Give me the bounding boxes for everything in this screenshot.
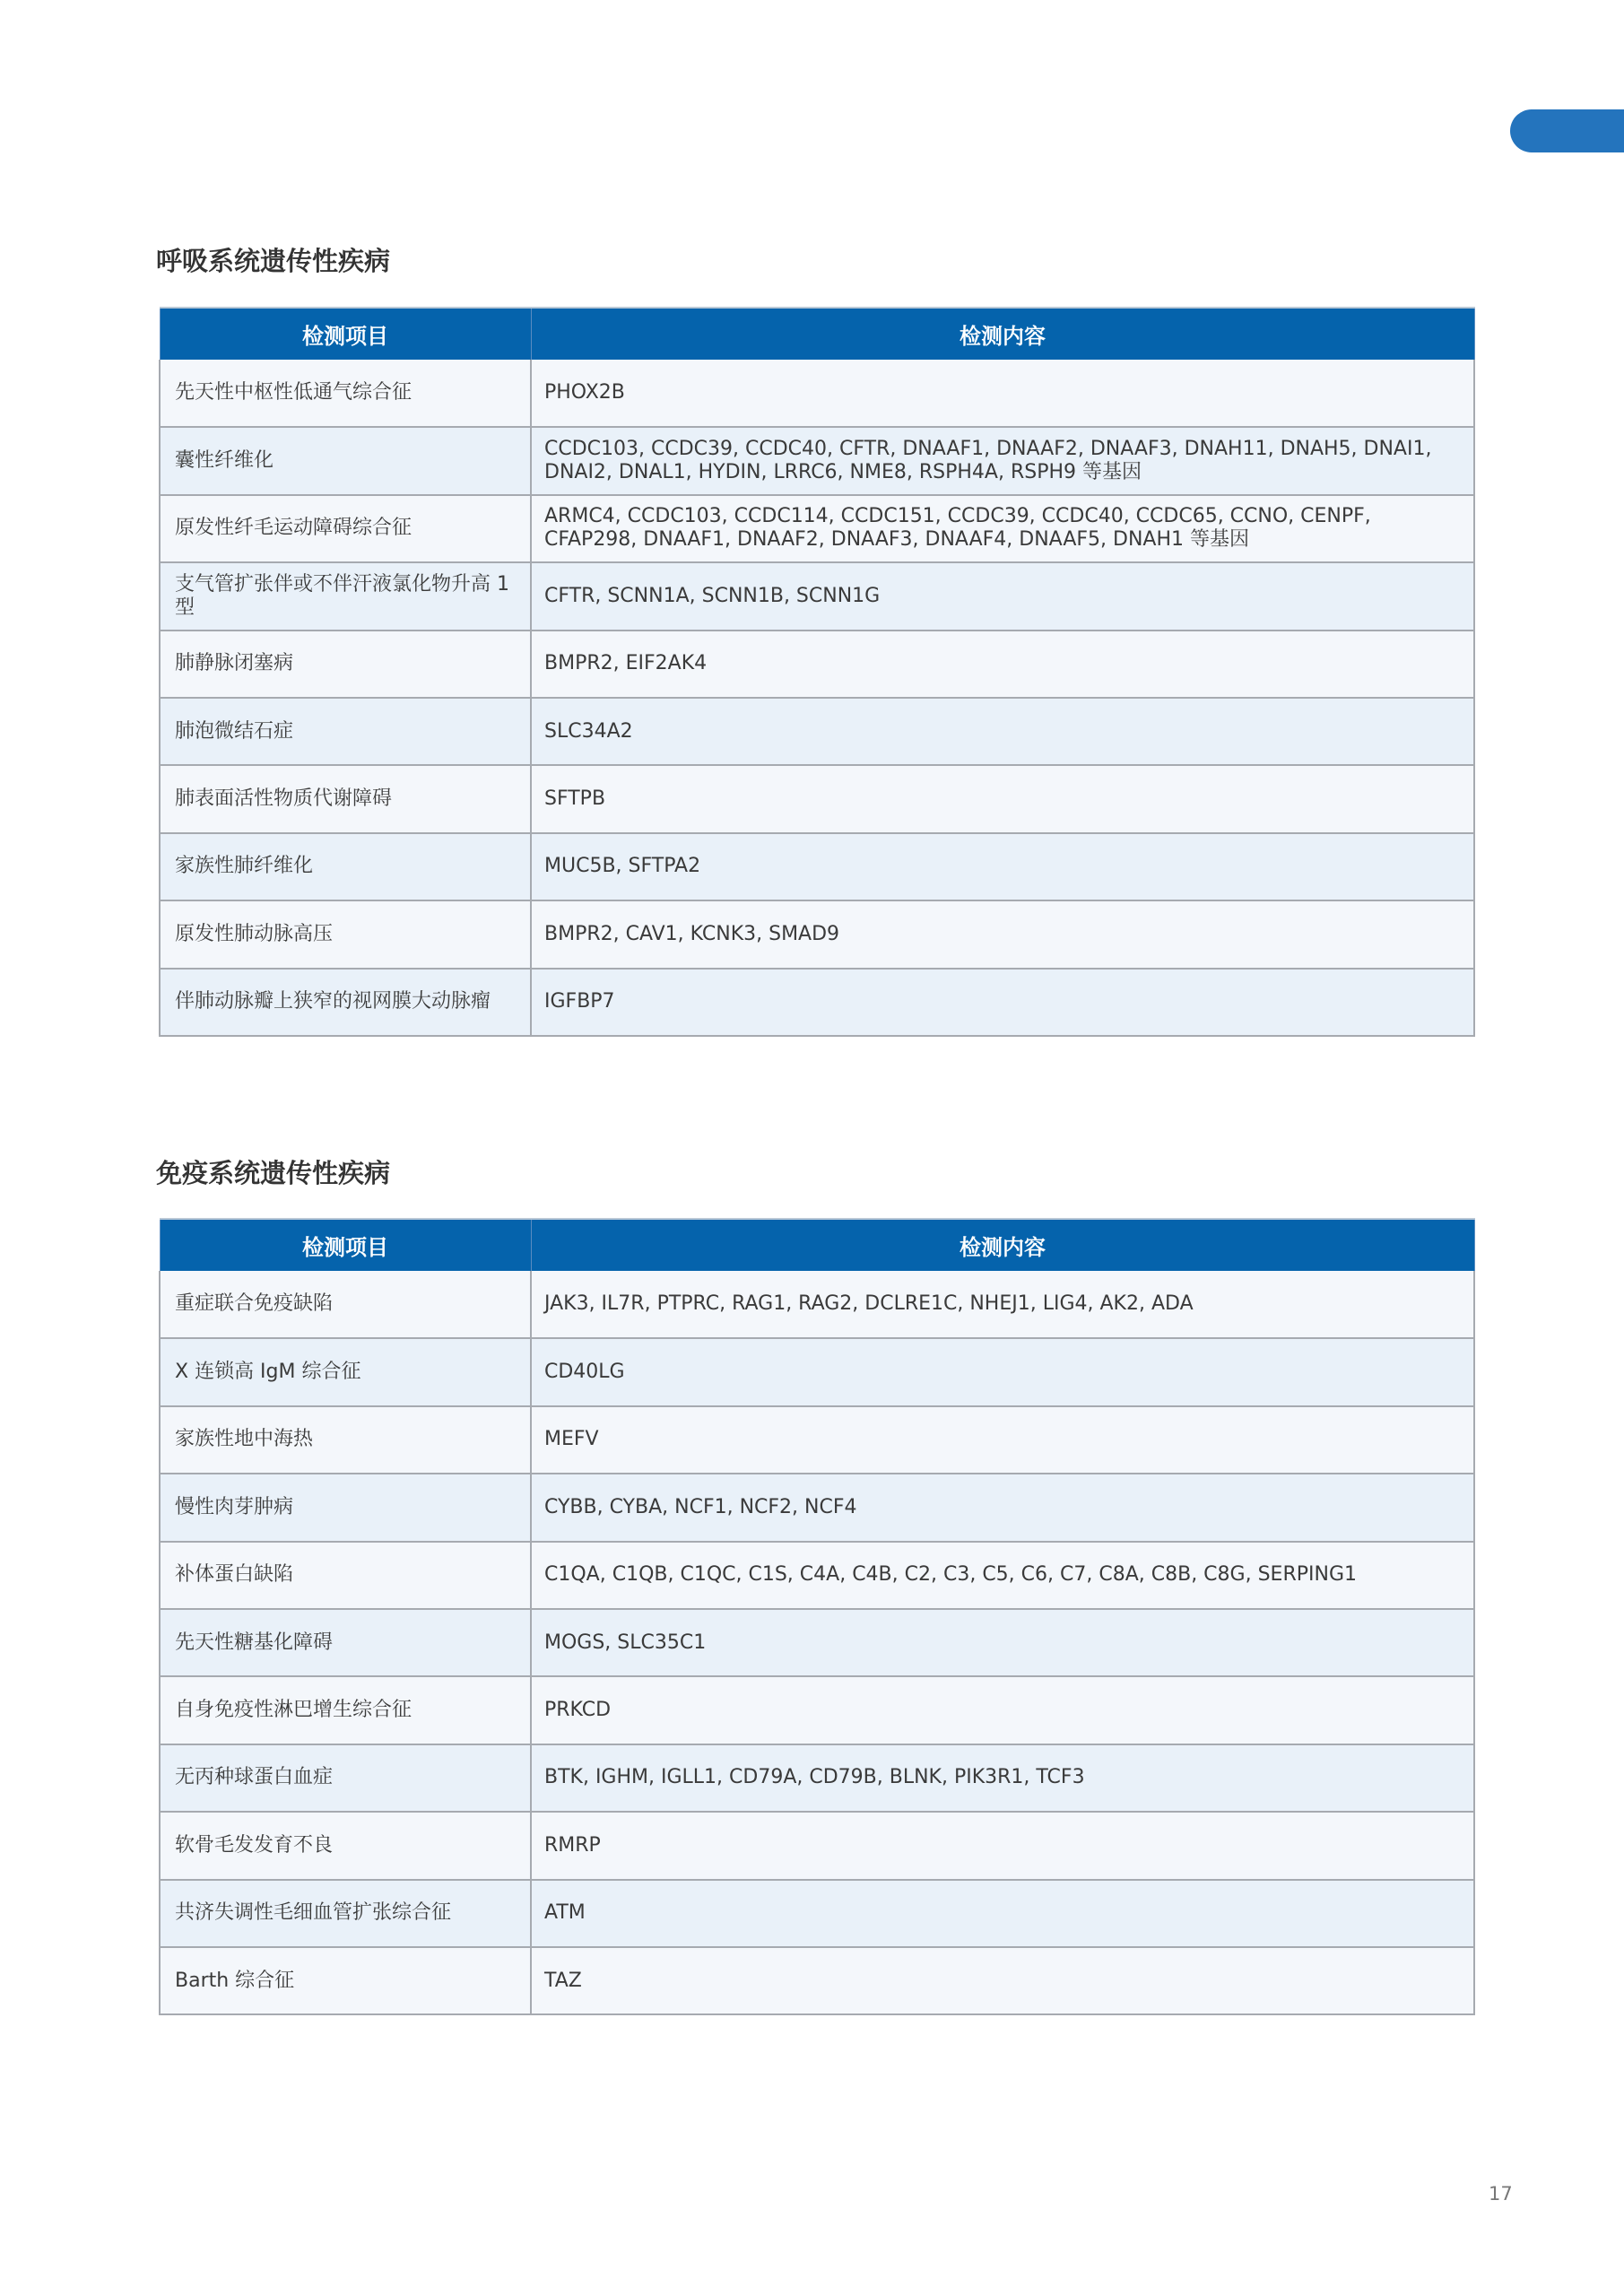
table-row [160,1271,1474,1338]
test-item-cell: 慢性肉芽肿病 [160,1474,531,1541]
test-content-cell: CYBB, CYBA, NCF1, NCF2, NCF4 [531,1474,1474,1541]
test-content-cell: MEFV [531,1406,1474,1474]
test-item-cell: 无丙种球蛋白血症 [160,1744,531,1812]
table-row [160,1542,1474,1609]
table-row [160,631,1474,698]
immune-disease-table [159,1218,1475,2015]
test-item-cell: 共济失调性毛细血管扩张综合征 [160,1880,531,1947]
table-row [160,1676,1474,1744]
test-content-cell: IGFBP7 [531,969,1474,1036]
test-item-cell: 家族性地中海热 [160,1406,531,1474]
column-header-item: 检测项目 [160,308,531,360]
test-content-cell: CD40LG [531,1338,1474,1405]
test-item-cell: 重症联合免疫缺陷 [160,1271,531,1338]
table-row [160,698,1474,765]
test-item-cell: 肺静脉闭塞病 [160,631,531,698]
test-item-cell: 囊性纤维化 [160,427,531,494]
test-item-cell: 补体蛋白缺陷 [160,1542,531,1609]
table-row [160,1880,1474,1947]
test-content-cell: BTK, IGHM, IGLL1, CD79A, CD79B, BLNK, PIK3R1, TCF3 [531,1744,1474,1812]
test-item-cell: 软骨毛发发育不良 [160,1812,531,1879]
test-item-cell: 肺泡微结石症 [160,698,531,765]
table-row [160,1812,1474,1879]
table-row [160,833,1474,900]
table-header-row [160,308,1474,360]
chapter-tab-marker [1510,109,1624,152]
test-content-cell: RMRP [531,1812,1474,1879]
table-row [160,900,1474,968]
test-content-cell: BMPR2, CAV1, KCNK3, SMAD9 [531,900,1474,968]
test-content-cell: PRKCD [531,1676,1474,1744]
section-title-respiratory: 呼吸系统遗传性疾病 [156,246,391,276]
table-row [160,360,1474,427]
test-content-cell: MOGS, SLC35C1 [531,1609,1474,1676]
table-row [160,765,1474,832]
test-item-cell: 先天性糖基化障碍 [160,1609,531,1676]
test-content-cell: SLC34A2 [531,698,1474,765]
table-row [160,969,1474,1036]
test-content-cell: C1QA, C1QB, C1QC, C1S, C4A, C4B, C2, C3, C5, C6, C7, C8A, C8B, C8G, SERPING1 [531,1542,1474,1609]
column-header-item: 检测项目 [160,1219,531,1271]
test-content-cell: CFTR, SCNN1A, SCNN1B, SCNN1G [531,562,1474,630]
test-content-cell: MUC5B, SFTPA2 [531,833,1474,900]
table-row [160,1474,1474,1541]
test-content-cell: JAK3, IL7R, PTPRC, RAG1, RAG2, DCLRE1C, NHEJ1, LIG4, AK2, ADA [531,1271,1474,1338]
section-title-immune: 免疫系统遗传性疾病 [156,1158,391,1188]
test-item-cell: 原发性肺动脉高压 [160,900,531,968]
test-content-cell: TAZ [531,1947,1474,2014]
test-item-cell: 自身免疫性淋巴增生综合征 [160,1676,531,1744]
table-row [160,1406,1474,1474]
test-item-cell: 肺表面活性物质代谢障碍 [160,765,531,832]
test-content-cell: PHOX2B [531,360,1474,427]
respiratory-disease-table [159,307,1475,1037]
test-item-cell: Barth 综合征 [160,1947,531,2014]
test-content-cell: ARMC4, CCDC103, CCDC114, CCDC151, CCDC39, CCDC40, CCDC65, CCNO, CENPF, CFAP298, DNAAF1, DNAAF2, DNAAF3, DNAAF4, DNAAF5, DNAH1 等基因 [531,495,1474,562]
test-content-cell: ATM [531,1880,1474,1947]
table-row [160,1947,1474,2014]
test-content-cell: BMPR2, EIF2AK4 [531,631,1474,698]
page-number: 17 [1489,2183,1513,2205]
test-item-cell: X 连锁高 IgM 综合征 [160,1338,531,1405]
table-row [160,1744,1474,1812]
table-header-row [160,1219,1474,1271]
test-item-cell: 家族性肺纤维化 [160,833,531,900]
test-content-cell: CCDC103, CCDC39, CCDC40, CFTR, DNAAF1, DNAAF2, DNAAF3, DNAH11, DNAH5, DNAI1, DNAI2, DNAL1, HYDIN, LRRC6, NME8, RSPH4A, RSPH9 等基因 [531,427,1474,494]
table-row [160,1609,1474,1676]
table-row [160,495,1474,562]
table-row [160,1338,1474,1405]
test-item-cell: 原发性纤毛运动障碍综合征 [160,495,531,562]
test-item-cell: 伴肺动脉瓣上狭窄的视网膜大动脉瘤 [160,969,531,1036]
test-item-cell: 支气管扩张伴或不伴汗液氯化物升高 1 型 [160,562,531,630]
table-row [160,562,1474,630]
table-row [160,427,1474,494]
column-header-content: 检测内容 [531,308,1474,360]
test-content-cell: SFTPB [531,765,1474,832]
column-header-content: 检测内容 [531,1219,1474,1271]
test-item-cell: 先天性中枢性低通气综合征 [160,360,531,427]
